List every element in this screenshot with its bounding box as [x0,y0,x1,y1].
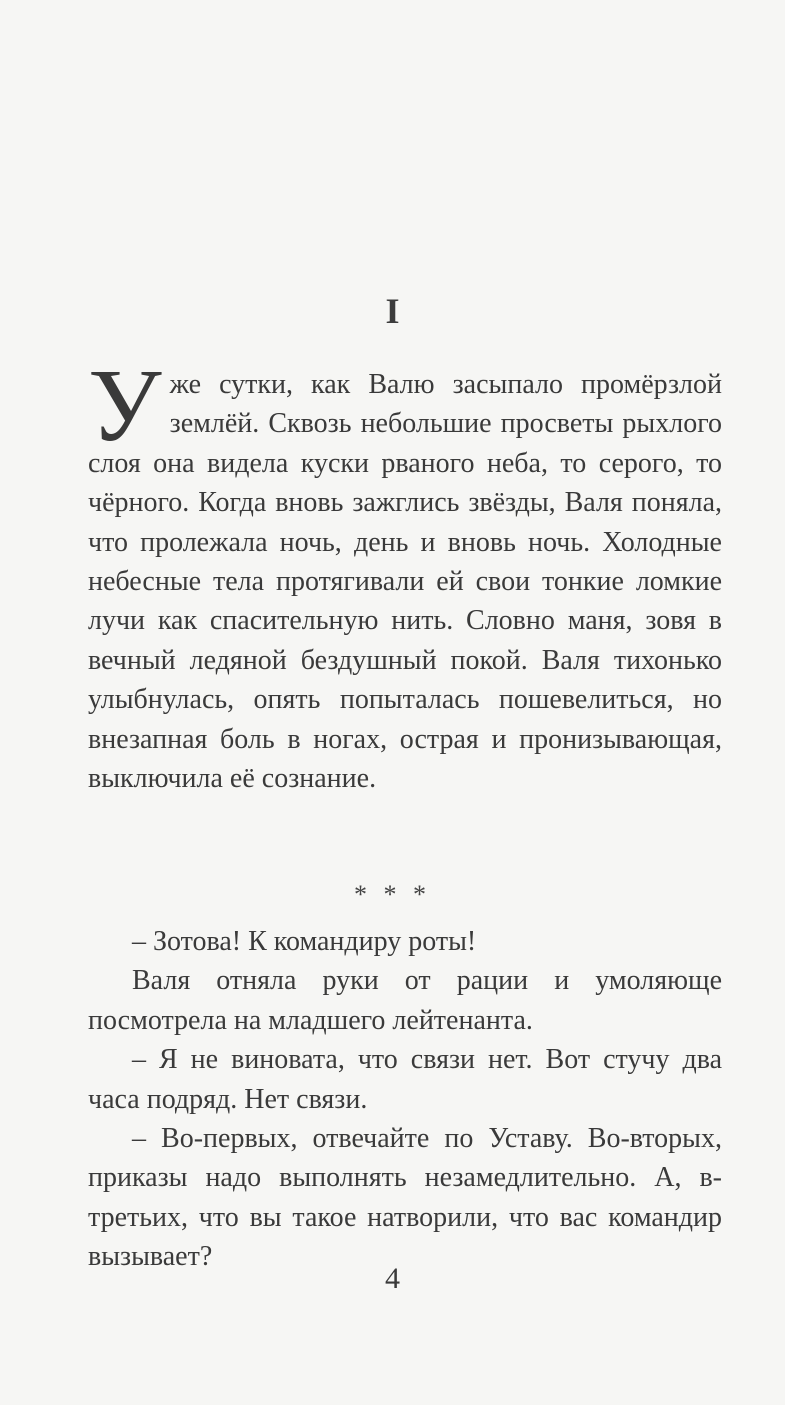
narration-line: Валя отняла руки от рации и умоляюще посмотрела на младшего лейтенанта. [88,965,722,1036]
opening-paragraph-text: же сутки, как Валю засыпало промёрзлой землёй. Сквозь небольшие просветы рыхлого слоя она видела куски рваного неба, то серого, то чёрного. Когда вновь зажглись звёзды, Валя поняла, что пролежала ночь, день и вновь ночь. Холодные небесные тела протягивали ей свои тонкие ломкие лучи как спасительную нить. Словно маня, зовя в вечный ледяной бездушный покой. Валя тихонько улыбнулась, опять попыталась пошевелиться, но внезапная боль в ногах, острая и пронизывающая, выключила её сознание. [88,369,722,795]
drop-cap: У [88,348,162,463]
dialogue-block [88,922,722,1277]
dialogue-line: – Зотова! К командиру роты! [132,926,477,957]
chapter-number: I [385,291,400,331]
section-separator: * * * [354,880,431,909]
dialogue-line: – Во-первых, отвечайте по Уставу. Во-вторых, приказы надо выполнять незамедлительно. А, в-третьих, что вы такое натворили, что вас командир вызывает? [88,1123,722,1273]
page-number: 4 [385,1262,400,1295]
dialogue-line: – Я не виновата, что связи нет. Вот стучу два часа подряд. Нет связи. [88,1044,722,1115]
opening-paragraph [88,348,722,798]
